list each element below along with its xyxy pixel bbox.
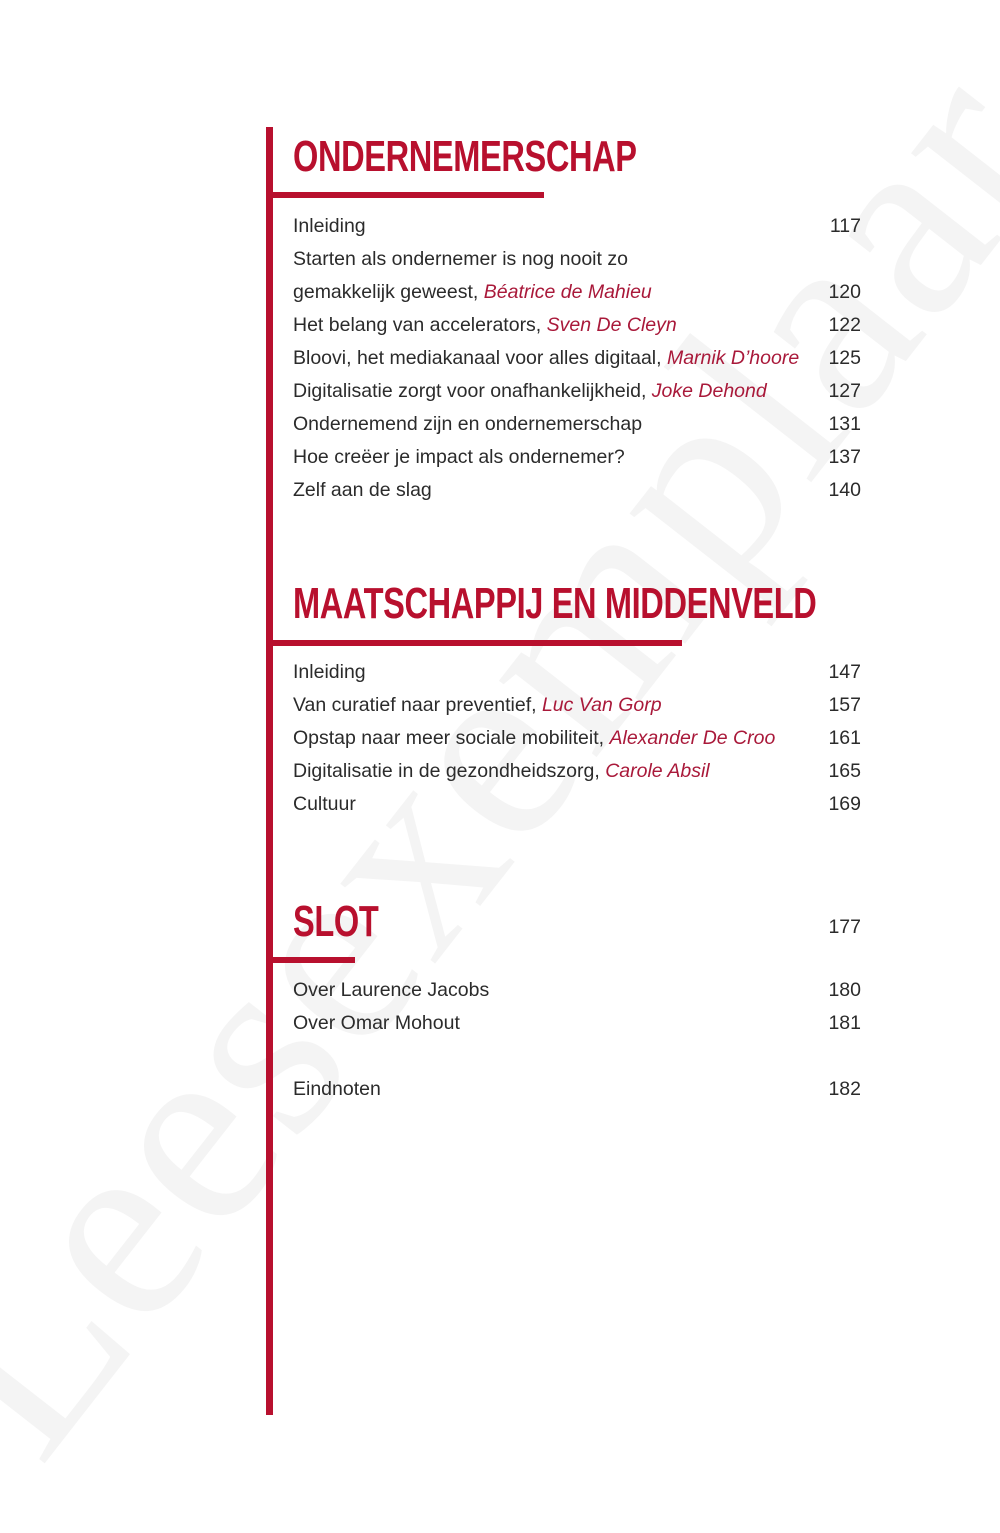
- toc-entry-page: 157: [828, 694, 861, 716]
- toc-row[interactable]: [293, 380, 861, 413]
- toc-entry-author: Béatrice de Mahieu: [483, 281, 652, 303]
- toc-entry-page: 165: [828, 760, 861, 782]
- toc-list-slot: [293, 979, 861, 1045]
- toc-row[interactable]: [293, 793, 861, 826]
- toc-entry-author: Luc Van Gorp: [541, 694, 662, 716]
- toc-row[interactable]: [293, 1012, 861, 1045]
- section-page-slot: 177: [828, 916, 861, 938]
- toc-entry-title: Over Omar Mohout: [293, 1012, 460, 1034]
- toc-entry-title: Inleiding: [293, 661, 366, 683]
- toc-entry-title: Ondernemend zijn en ondernemerschap: [293, 413, 643, 435]
- toc-entry-page: 147: [828, 661, 861, 683]
- toc-row[interactable]: [293, 413, 861, 446]
- toc-entry-title: Zelf aan de slag: [293, 479, 432, 501]
- toc-list-maatschappij: [293, 661, 861, 826]
- toc-row-endnotes[interactable]: [293, 1078, 861, 1111]
- toc-row[interactable]: [293, 314, 861, 347]
- vertical-rule: [266, 127, 273, 1415]
- toc-entry-author: Joke Dehond: [651, 380, 767, 402]
- toc-entry-author: Alexander De Croo: [609, 727, 776, 749]
- toc-row[interactable]: [293, 661, 861, 694]
- toc-row[interactable]: [293, 347, 861, 380]
- toc-entry-title: Hoe creëer je impact als ondernemer?: [293, 446, 625, 468]
- toc-list-ondernemerschap: [293, 215, 861, 512]
- toc-entry-title: Het belang van accelerators,: [293, 314, 547, 336]
- toc-entry-title: Cultuur: [293, 793, 356, 815]
- section-heading-slot: SLOT: [293, 897, 379, 946]
- toc-row[interactable]: [293, 694, 861, 727]
- toc-row[interactable]: [293, 979, 861, 1012]
- toc-entry-title: Starten als ondernemer is nog nooit zo: [293, 248, 628, 270]
- section-heading-ondernemerschap: ONDERNEMERSCHAP: [293, 132, 637, 181]
- toc-entry-page: 117: [829, 215, 861, 237]
- toc-row[interactable]: [293, 479, 861, 512]
- toc-row[interactable]: [293, 727, 861, 760]
- toc-entry-title: Digitalisatie in de gezondheidszorg,: [293, 760, 606, 782]
- toc-entry-title: gemakkelijk geweest,: [293, 281, 484, 303]
- toc-list-endnotes: [293, 1078, 861, 1111]
- toc-entry-page: 127: [828, 380, 861, 402]
- toc-entry-title: Van curatief naar preventief,: [293, 694, 542, 716]
- toc-entry-page: 140: [828, 479, 861, 501]
- section-heading-maatschappij: MAATSCHAPPIJ EN MIDDENVELD: [293, 579, 817, 628]
- toc-entry-title: Bloovi, het mediakanaal voor alles digitaal,: [293, 347, 667, 369]
- toc-entry-title: Opstap naar meer sociale mobiliteit,: [293, 727, 610, 749]
- heading-rule: [273, 957, 355, 963]
- toc-row[interactable]: [293, 281, 861, 314]
- toc-entry-title: Over Laurence Jacobs: [293, 979, 490, 1001]
- toc-entry-page: 182: [828, 1078, 861, 1100]
- toc-entry-title: Eindnoten: [293, 1078, 381, 1100]
- toc-entry-author: Carole Absil: [605, 760, 710, 782]
- toc-entry-page: 180: [828, 979, 861, 1001]
- toc-row[interactable]: [293, 215, 861, 248]
- toc-entry-page: 161: [828, 727, 861, 749]
- toc-entry-title: Digitalisatie zorgt voor onafhankelijkheid,: [293, 380, 652, 402]
- toc-entry-page: 125: [828, 347, 861, 369]
- heading-rule: [273, 192, 544, 198]
- toc-row[interactable]: [293, 760, 861, 793]
- toc-entry-page: 169: [828, 793, 861, 815]
- toc-entry-page: 122: [828, 314, 861, 336]
- toc-entry-author: Marnik D’hoore: [666, 347, 800, 369]
- toc-entry-page: 137: [828, 446, 861, 468]
- toc-entry-author: Sven De Cleyn: [546, 314, 677, 336]
- toc-entry-title: Inleiding: [293, 215, 366, 237]
- toc-entry-page: 120: [828, 281, 861, 303]
- toc-entry-page: 131: [828, 413, 861, 435]
- toc-row[interactable]: [293, 248, 861, 281]
- heading-rule: [273, 640, 682, 646]
- toc-row[interactable]: [293, 446, 861, 479]
- toc-entry-page: 181: [828, 1012, 861, 1034]
